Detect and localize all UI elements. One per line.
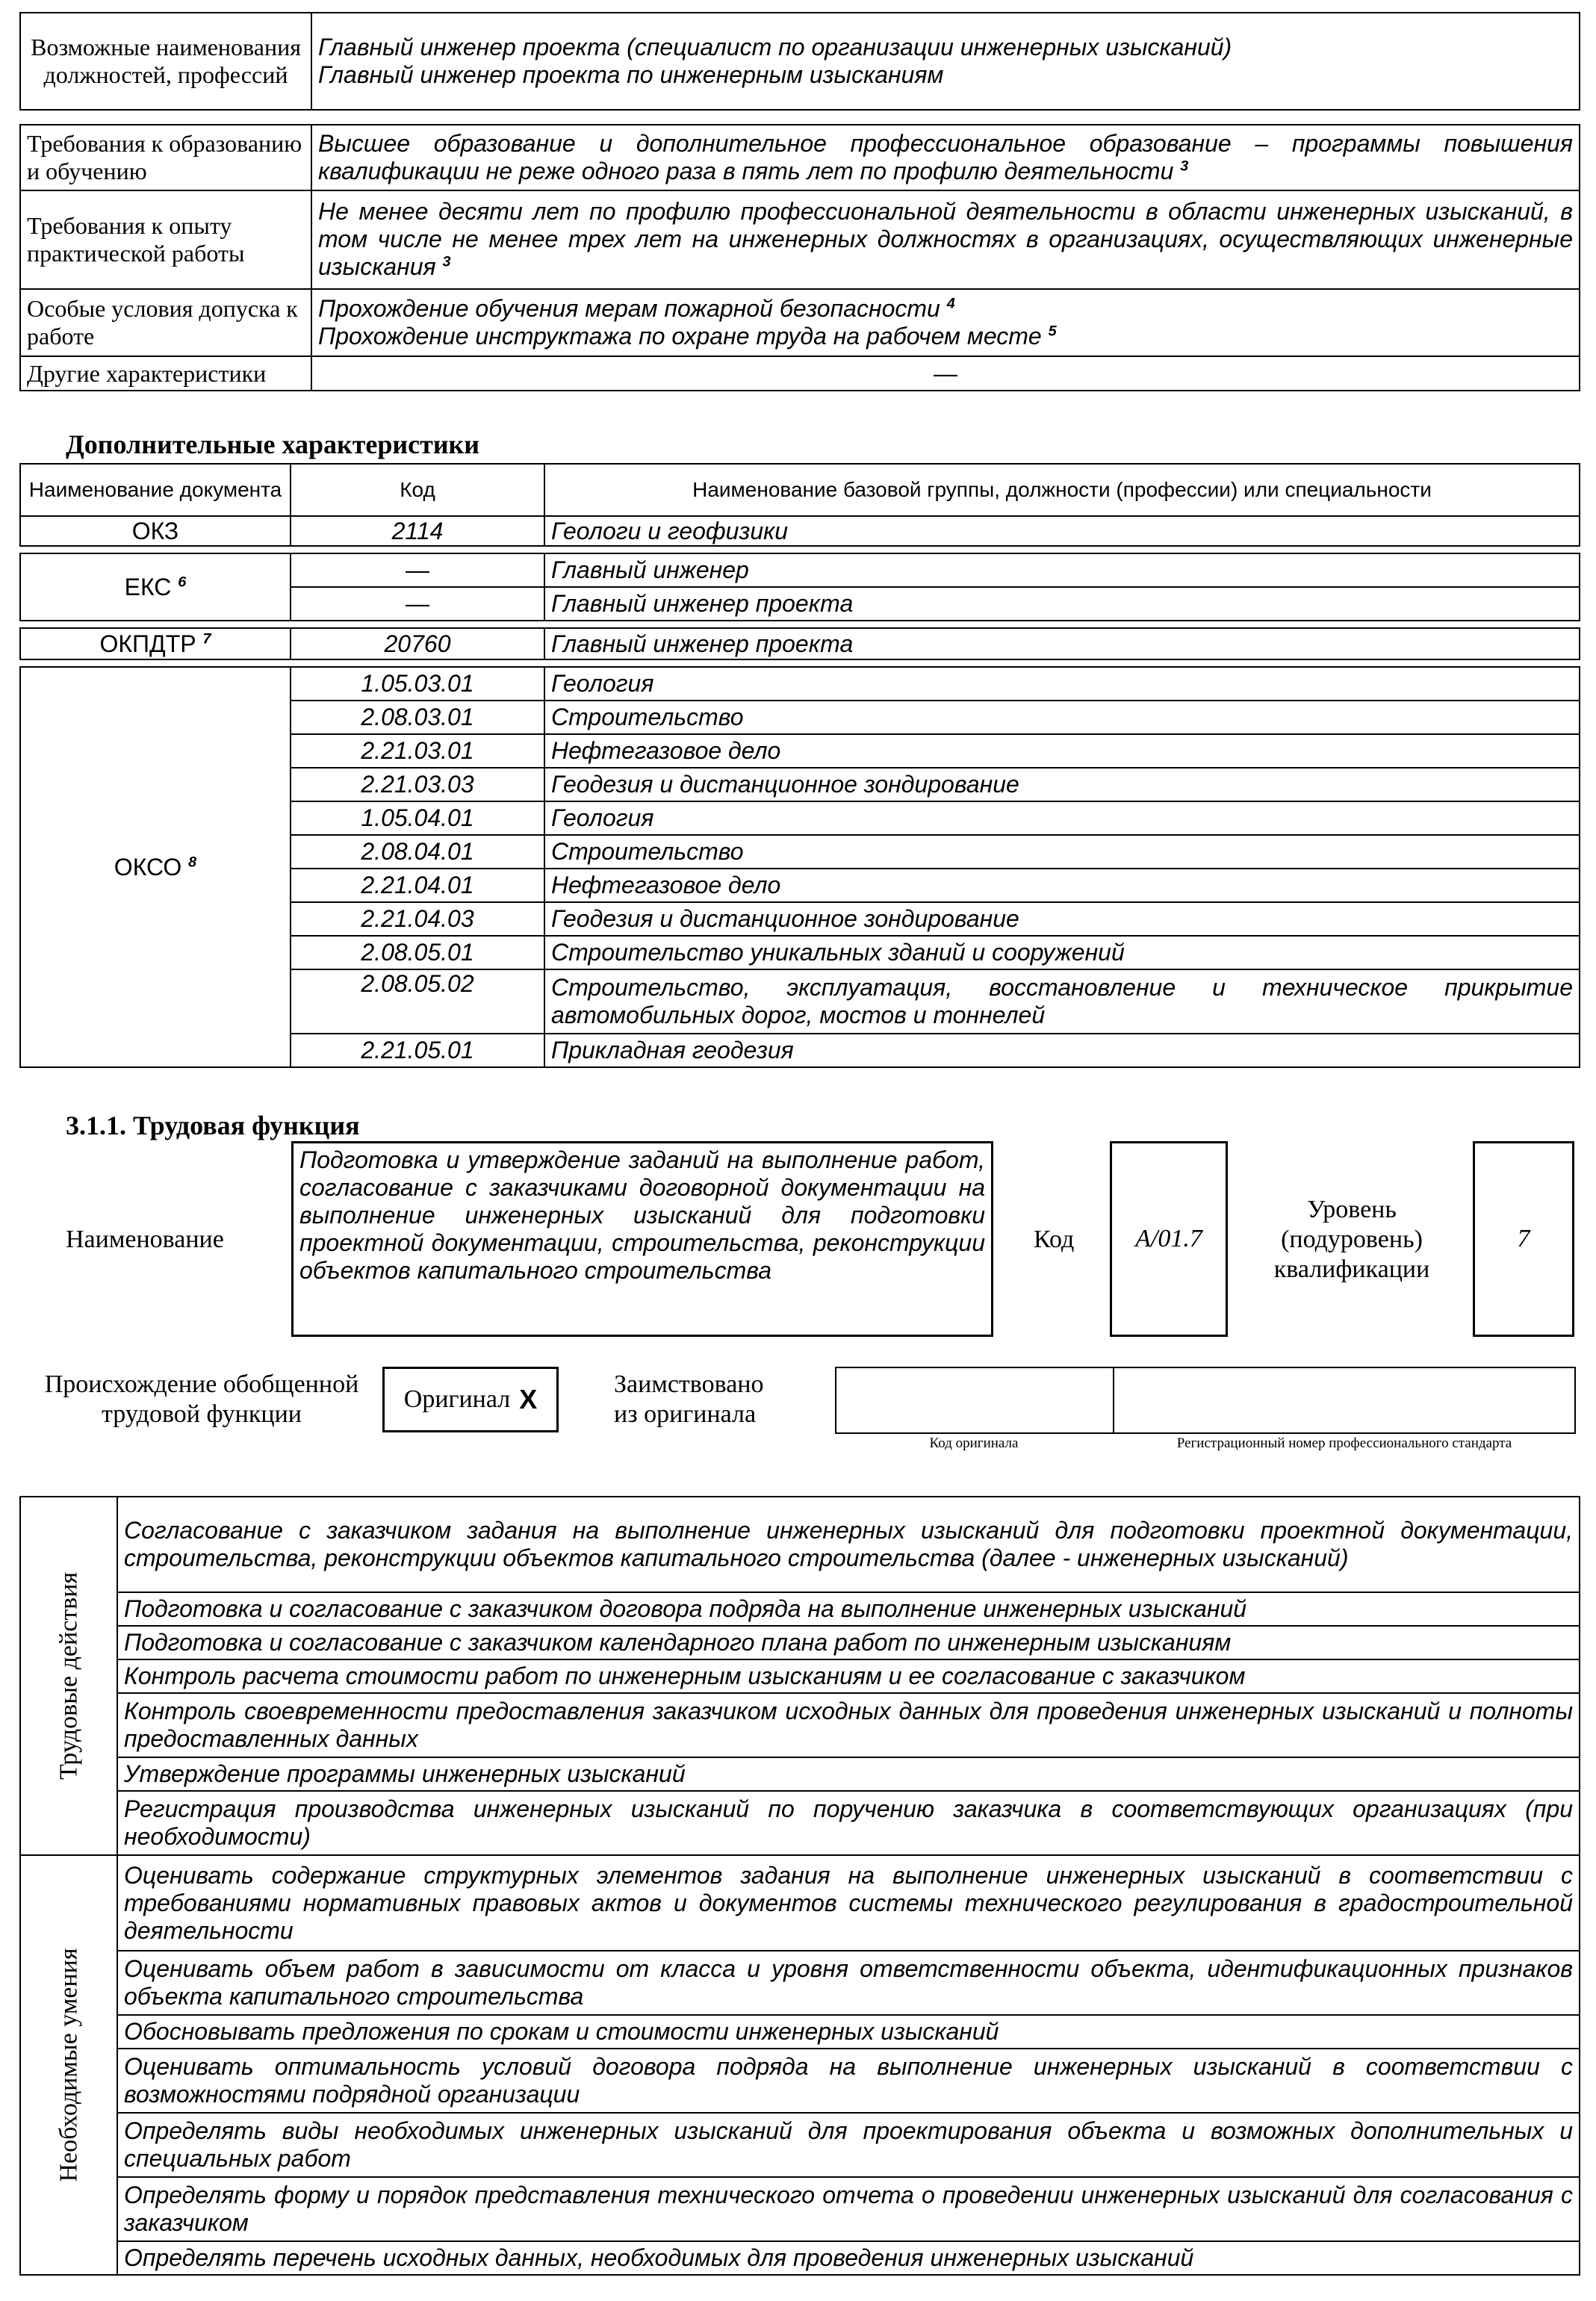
other-characteristics-value: — — [311, 356, 1580, 391]
education-value: Высшее образование и дополнительное профессиональное образование – программы повышения квалификации не реже одного раза в пять лет по профилю деятельности $^3$ — [311, 125, 1580, 190]
table-row — [20, 667, 1580, 701]
skill-item: Определять виды необходимых инженерных изысканий для проектирования объекта и возможных дополнительных и специальных работ — [117, 2113, 1580, 2177]
requirements-table — [19, 124, 1580, 391]
footnote-ref: 5 — [1048, 323, 1057, 340]
footnote-ref: 3 — [442, 253, 451, 270]
position-names-table — [19, 12, 1580, 111]
doc-okz: ОКЗ — [20, 516, 291, 546]
borrowed-divider — [1113, 1368, 1114, 1432]
name-cell: Геология — [544, 667, 1580, 701]
labor-action-item: Контроль расчета стоимости работ по инженерным изысканиям и ее согласование с заказчиком — [117, 1659, 1580, 1693]
qualification-level-box: 7 — [1473, 1141, 1574, 1337]
labor-action-item: Подготовка и согласование с заказчиком договора подряда на выполнение инженерных изысканий — [117, 1592, 1580, 1626]
special-conditions-values — [311, 289, 1580, 356]
code-cell: 2.08.05.02 — [291, 969, 544, 1034]
borrowed-label: Заимствовано из оригинала — [614, 1370, 764, 1428]
footnote-ref: 8 — [188, 853, 197, 870]
code-cell: 2.21.04.01 — [291, 869, 544, 902]
table-row — [20, 2049, 1580, 2113]
code-cell: 2.21.03.03 — [291, 768, 544, 801]
function-heading: 3.1.1. Трудовая функция — [66, 1111, 360, 1140]
additional-characteristics-table — [19, 463, 1580, 1068]
name-cell: Строительство уникальных зданий и сооружений — [544, 936, 1580, 969]
col-header-name: Наименование базовой группы, должности (профессии) или специальности — [544, 464, 1580, 516]
footnote-ref: 4 — [946, 295, 955, 312]
labor-action-item: Утверждение программы инженерных изысканий — [117, 1757, 1580, 1791]
name-cell: Геология — [544, 801, 1580, 835]
actions-skills-table — [19, 1496, 1580, 2276]
skill-item: Определять форму и порядок представления технического отчета о проведении инженерных изысканий для согласования с заказчиком — [117, 2177, 1580, 2241]
experience-value: Не менее десяти лет по профилю профессиональной деятельности в области инженерных изысканий, в том числе не менее трех лет на инженерных должностях в организациях, осуществляющих инженерные изыскания $^3$ — [311, 190, 1580, 290]
name-cell: Главный инженер — [544, 553, 1580, 587]
table-row — [20, 2241, 1580, 2275]
doc-okso: ОКСО $^8$ — [20, 667, 291, 1067]
labor-actions-label: Трудовые действия — [55, 1571, 83, 1780]
name-cell: Геодезия и дистанционное зондирование — [544, 902, 1580, 936]
skill-item: Определять перечень исходных данных, необходимых для проведения инженерных изысканий — [117, 2241, 1580, 2275]
position-name: Главный инженер проекта (специалист по организации инженерных изысканий) — [318, 34, 1232, 60]
table-row — [20, 1497, 1580, 1592]
table-row — [20, 516, 1580, 546]
doc-okpdtr: ОКПДТР $^7$ — [20, 628, 291, 659]
table-row — [20, 2113, 1580, 2177]
labor-action-item: Контроль своевременности предоставления заказчиком исходных данных для проведения инженерных изысканий и полноты предоставленных данных — [117, 1693, 1580, 1757]
skill-item: Оценивать содержание структурных элементов задания на выполнение инженерных изысканий в соответствии с требованиями нормативных правовых актов и документов системы технического регулирования в градостроительной деятельности — [117, 1855, 1580, 1951]
special-conditions-label: Особые условия допуска к работе — [20, 289, 311, 356]
table-row — [20, 1693, 1580, 1757]
code-cell: — — [291, 587, 544, 621]
code-cell: 1.05.03.01 — [291, 667, 544, 701]
other-characteristics-label: Другие характеристики — [20, 356, 311, 391]
special-condition: Прохождение инструктажа по охране труда на рабочем месте $^5$ — [318, 323, 1057, 350]
name-cell: Главный инженер проекта — [544, 587, 1580, 621]
code-cell: 2.21.05.01 — [291, 1034, 544, 1067]
original-label: Оригинал — [403, 1385, 511, 1413]
labor-action-item: Регистрация производства инженерных изысканий по поручению заказчика в соответствующих организациях (при необходимости) — [117, 1791, 1580, 1855]
skill-item: Обосновывать предложения по срокам и стоимости инженерных изысканий — [117, 2015, 1580, 2049]
table-row — [20, 1592, 1580, 1626]
table-row — [20, 2177, 1580, 2241]
function-name-label: Наименование — [66, 1226, 224, 1253]
code-cell: 2.08.05.01 — [291, 936, 544, 969]
borrowed-fields — [835, 1367, 1576, 1434]
table-row — [20, 1626, 1580, 1659]
doc-eks: ЕКС $^6$ — [20, 553, 291, 621]
name-cell: Прикладная геодезия — [544, 1034, 1580, 1067]
function-code-box: A/01.7 — [1110, 1141, 1228, 1337]
name-cell: Геологи и геофизики — [544, 516, 1580, 546]
qualification-level-label: Уровень (подуровень) квалификации — [1273, 1196, 1430, 1283]
table-row — [20, 628, 1580, 659]
col-header-doc: Наименование документа — [20, 464, 291, 516]
original-box — [382, 1367, 559, 1432]
footnote-ref: 7 — [202, 630, 211, 647]
footnote-ref: 6 — [178, 573, 187, 590]
code-cell: 2.21.03.01 — [291, 734, 544, 768]
required-skills-side — [20, 1855, 117, 2275]
labor-action-item: Согласование с заказчиком задания на выполнение инженерных изысканий для подготовки проектной документации, строительства, реконструкции объектов капитального строительства (далее - инженерных изысканий) — [117, 1497, 1580, 1592]
origin-label: Происхождение обобщенной трудовой функции — [44, 1370, 359, 1428]
position-name: Главный инженер проекта по инженерным изысканиям — [318, 61, 944, 88]
table-row — [20, 1855, 1580, 1951]
special-condition: Прохождение обучения мерам пожарной безопасности $^4$ — [318, 295, 955, 323]
name-cell: Строительство, эксплуатация, восстановление и техническое прикрытие автомобильных дорог, мостов и тоннелей — [544, 969, 1580, 1034]
table-row — [20, 1659, 1580, 1693]
name-cell: Геодезия и дистанционное зондирование — [544, 768, 1580, 801]
col-header-code: Код — [291, 464, 544, 516]
skill-item: Оценивать оптимальность условий договора подряда на выполнение инженерных изысканий в соответствии с возможностями подрядной организации — [117, 2049, 1580, 2113]
code-cell: 2.08.04.01 — [291, 835, 544, 869]
table-row — [20, 1791, 1580, 1855]
code-original-caption: Код оригинала — [929, 1435, 1019, 1451]
code-cell: 2.21.04.03 — [291, 902, 544, 936]
code-cell: — — [291, 553, 544, 587]
table-row — [20, 1757, 1580, 1791]
position-names-label: Возможные наименования должностей, профессий — [20, 13, 311, 110]
function-code-label: Код — [1034, 1226, 1075, 1253]
code-cell: 20760 — [291, 628, 544, 659]
skill-item: Оценивать объем работ в зависимости от класса и уровня ответственности объекта, идентификационных признаков объекта капитального строительства — [117, 1951, 1580, 2015]
code-cell: 1.05.04.01 — [291, 801, 544, 835]
code-cell: 2.08.03.01 — [291, 701, 544, 734]
name-cell: Нефтегазовое дело — [544, 869, 1580, 902]
position-names-values — [311, 13, 1580, 110]
footnote-ref: 3 — [1180, 158, 1189, 175]
name-cell: Строительство — [544, 835, 1580, 869]
labor-action-item: Подготовка и согласование с заказчиком календарного плана работ по инженерным изысканиям — [117, 1626, 1580, 1659]
table-row — [20, 2015, 1580, 2049]
code-cell: 2114 — [291, 516, 544, 546]
education-label: Требования к образованию и обучению — [20, 125, 311, 190]
name-cell: Строительство — [544, 701, 1580, 734]
name-cell: Нефтегазовое дело — [544, 734, 1580, 768]
table-row — [20, 1951, 1580, 2015]
required-skills-label: Необходимые умения — [55, 1948, 83, 2182]
original-checkmark: X — [519, 1384, 538, 1415]
table-row — [20, 553, 1580, 587]
additional-title: Дополнительные характеристики — [66, 429, 480, 459]
labor-actions-side — [20, 1497, 117, 1855]
name-cell: Главный инженер проекта — [544, 628, 1580, 659]
reg-number-caption: Регистрационный номер профессионального стандарта — [1176, 1435, 1512, 1451]
function-name-box: Подготовка и утверждение заданий на выполнение работ, согласование с заказчиками договорной документации на выполнение инженерных изысканий для подготовки проектной документации, строительства, реконструкции объектов капитального строительства — [291, 1141, 993, 1337]
experience-label: Требования к опыту практической работы — [20, 190, 311, 290]
